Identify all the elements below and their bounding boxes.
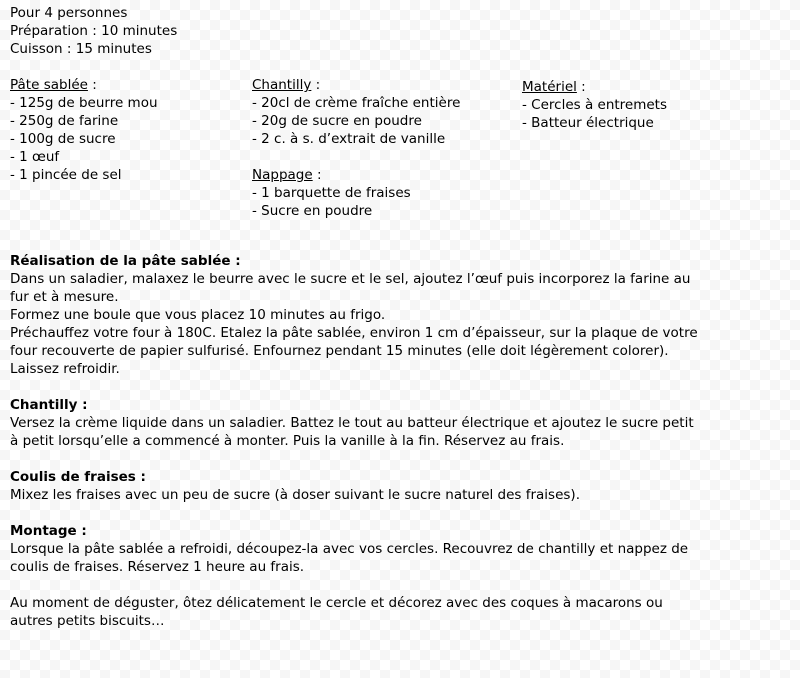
step-line: Laissez refroidir. [10,361,120,377]
chantilly-section [10,396,790,450]
ingredients-columns [10,76,790,236]
ingredient-item: - 1 œuf [10,149,60,165]
materiel-list [522,78,667,132]
ingredient-item: - 2 c. à s. d’extrait de vanille [252,131,446,147]
ingredient-item: - 1 barquette de fraises [252,185,411,201]
materiel-item: - Cercles à entremets [522,97,668,113]
prep-time-text: Préparation : 10 minutes [10,23,178,39]
step-line: Versez la crème liquide dans un saladier. Battez le tout au batteur électrique et ajoutez le sucre petit [10,415,694,431]
recipe-document [10,4,790,630]
step-line: Préchauffez votre four à 180C. Etalez la pâte sablée, environ 1 cm d’épaisseur, sur la plaque de votre [10,325,698,341]
step-line: à petit lorsqu’elle a commencé à monter. Puis la vanille à la fin. Réservez au frais. [10,433,565,449]
pate-sablee-heading: Pâte sablée : [10,77,97,93]
realisation-heading: Réalisation de la pâte sablée : [10,253,241,269]
montage-heading: Montage : [10,523,87,539]
servings-text: Pour 4 personnes [10,5,128,21]
recipe-meta [10,4,790,58]
chantilly-ingredients [252,76,460,220]
chantilly-step-heading: Chantilly : [10,397,88,413]
materiel-item: - Batteur électrique [522,115,654,131]
ingredient-item: - Sucre en poudre [252,203,373,219]
step-line: fur et à mesure. [10,289,119,305]
cook-time-text: Cuisson : 15 minutes [10,41,152,57]
pate-sablee-ingredients [10,76,158,184]
chantilly-heading: Chantilly : [252,77,321,93]
ingredient-item: - 1 pincée de sel [10,167,122,183]
final-section [10,594,790,630]
ingredient-item: - 20cl de crème fraîche entière [252,95,461,111]
nappage-heading: Nappage : [252,167,322,183]
coulis-heading: Coulis de fraises : [10,469,146,485]
step-line: Dans un saladier, malaxez le beurre avec le sucre et le sel, ajoutez l’œuf puis incorporez la farine au [10,271,691,287]
ingredient-item: - 125g de beurre mou [10,95,158,111]
ingredient-item: - 250g de farine [10,113,119,129]
ingredient-item: - 100g de sucre [10,131,116,147]
coulis-section [10,468,790,504]
step-line: Au moment de déguster, ôtez délicatement le cercle et décorez avec des coques à macarons ou [10,595,663,611]
materiel-heading: Matériel : [522,79,586,95]
montage-section [10,522,790,576]
step-line: four recouverte de papier sulfurisé. Enfournez pendant 15 minutes (elle doit légèrement colorer). [10,343,669,359]
step-line: Formez une boule que vous placez 10 minutes au frigo. [10,307,386,323]
step-line: coulis de fraises. Réservez 1 heure au frais. [10,559,305,575]
step-line: Lorsque la pâte sablée a refroidi, découpez-la avec vos cercles. Recouvrez de chantilly et nappez de [10,541,689,557]
step-line: Mixez les fraises avec un peu de sucre (à doser suivant le sucre naturel des fraises). [10,487,580,503]
ingredient-item: - 20g de sucre en poudre [252,113,422,129]
realisation-section [10,252,790,378]
step-line: autres petits biscuits… [10,613,165,629]
